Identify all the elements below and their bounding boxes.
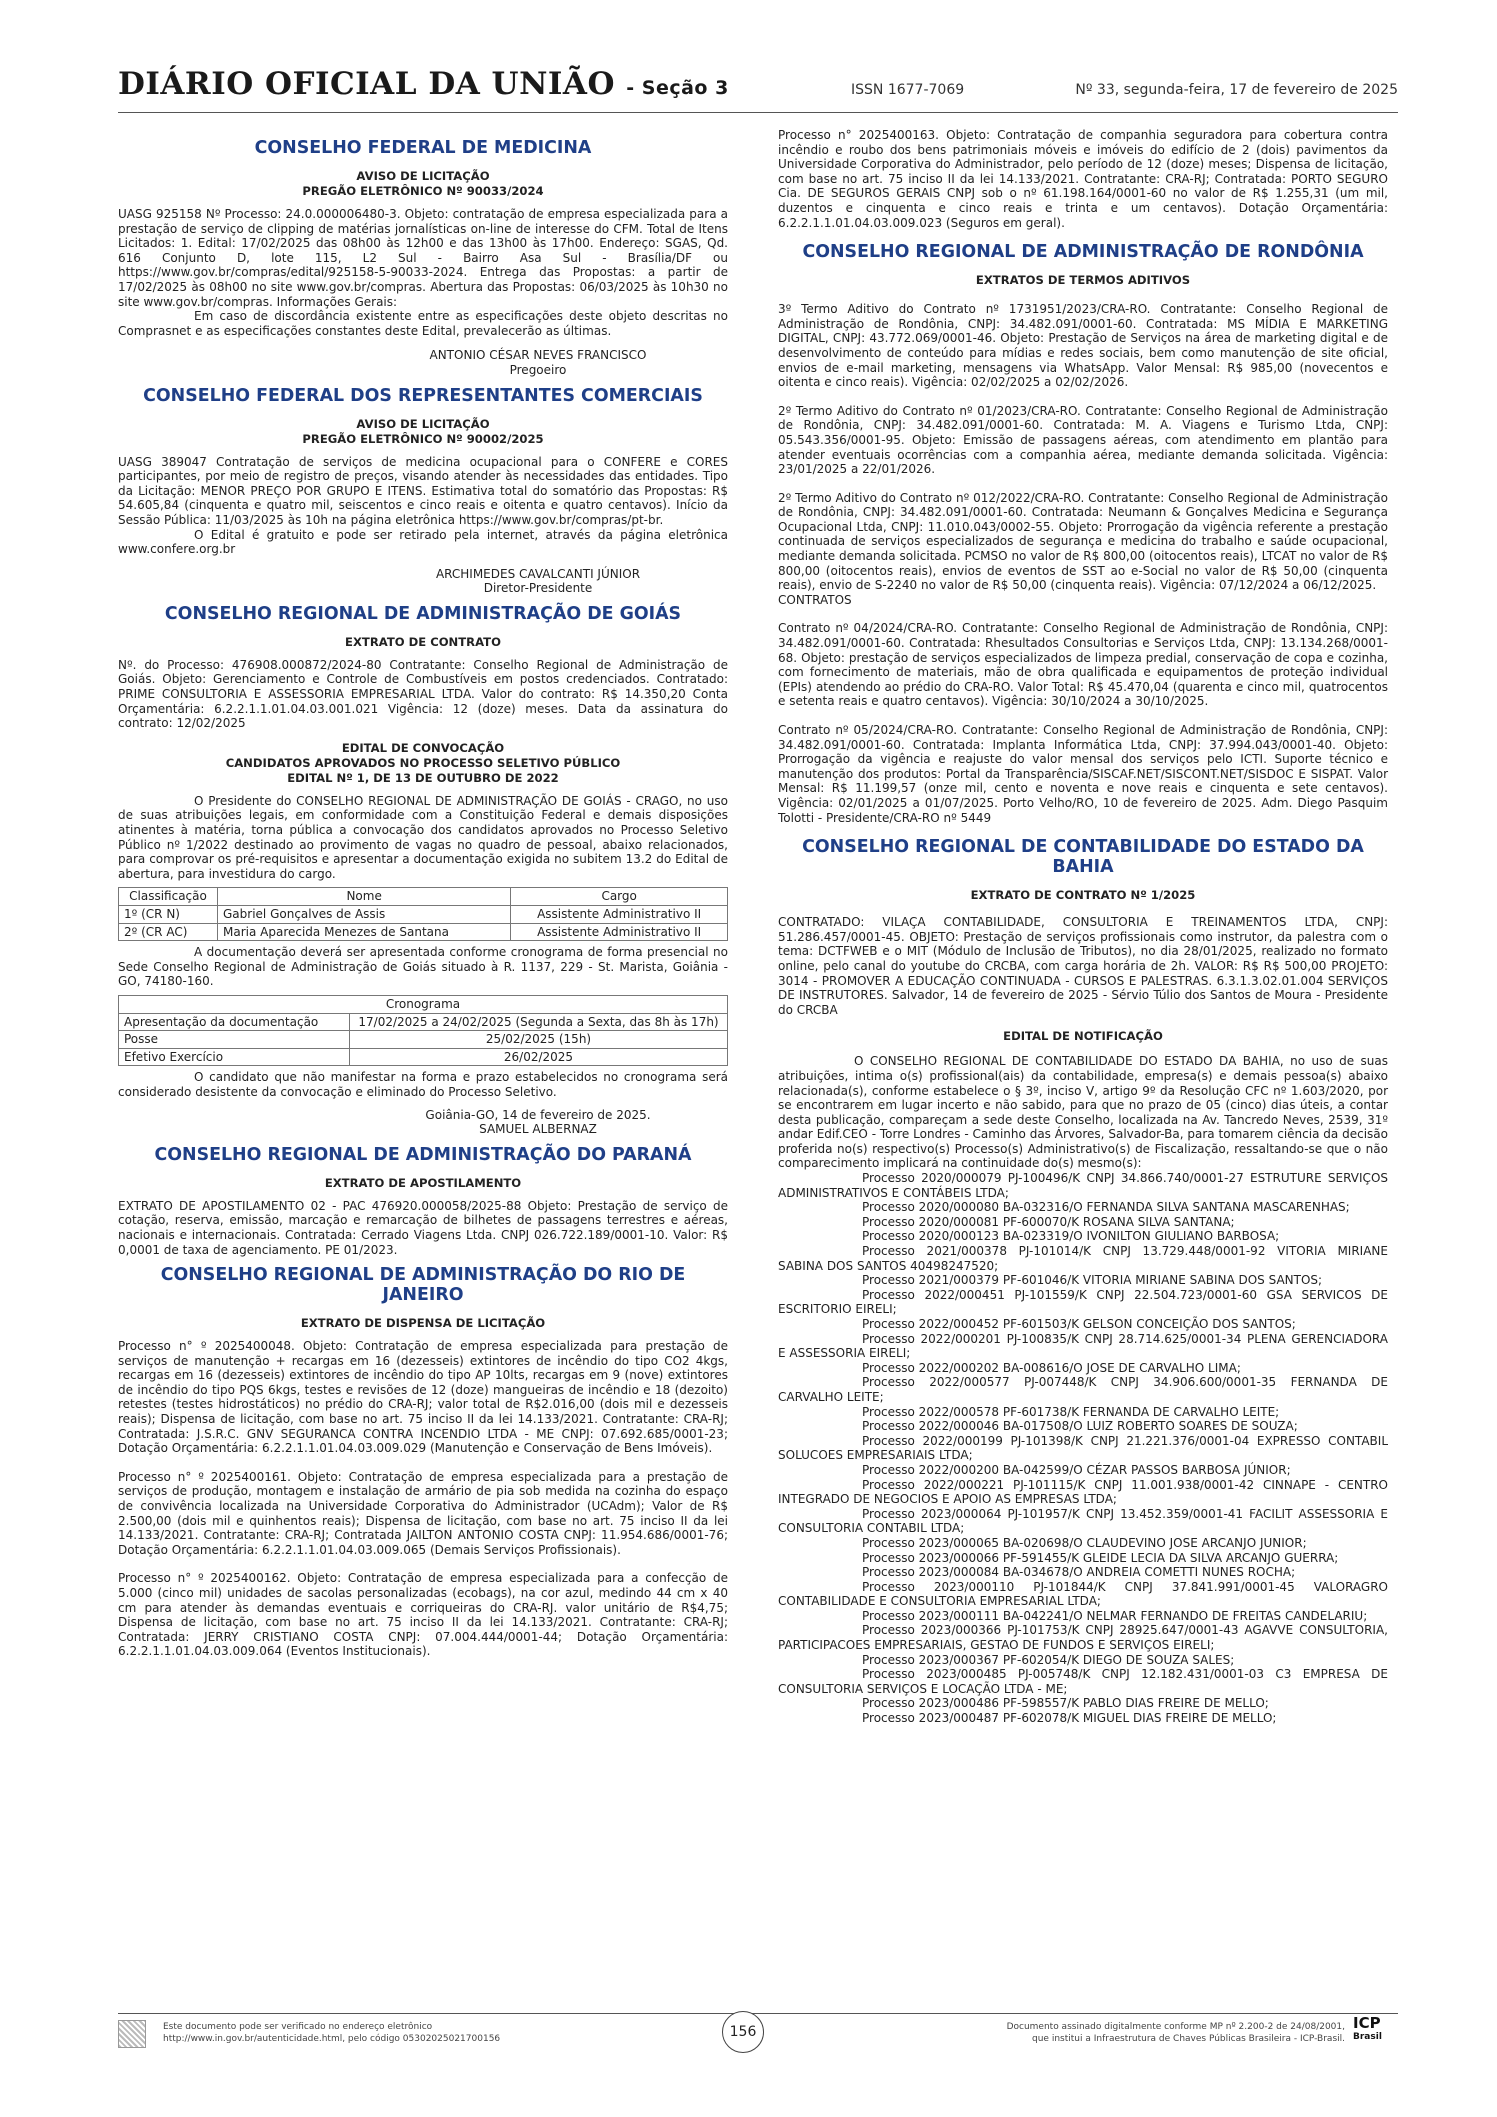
crapr-sub1: EXTRATO DE APOSTILAMENTO [324, 1175, 522, 1190]
list-item: Processo 2023/000485 PJ-005748/K CNPJ 12.182.431/0001-03 C3 EMPRESA DE CONSULTORIA SERVIÇOS E LOCAÇÃO LTDA - ME; [778, 1667, 1388, 1696]
table-header-row [119, 995, 728, 1013]
table-row [119, 1013, 728, 1031]
footer-signature-note [1007, 2021, 1345, 2045]
footer-divider [118, 2013, 1398, 2014]
list-item: Processo 2020/000080 BA-032316/O FERNANDA SILVA SANTANA MASCARENHAS; [862, 1200, 1350, 1215]
list-item: Processo 2022/000199 PJ-101398/K CNPJ 21.221.376/0001-04 EXPRESSO CONTABIL SOLUCOES EMPRESARIAIS LTDA; [778, 1433, 1388, 1463]
table-cell: 17/02/2025 a 24/02/2025 (Segunda a Sexta, das 8h às 17h) [350, 1013, 728, 1031]
crago-place-date: Goiânia-GO, 14 de fevereiro de 2025. [425, 1107, 651, 1122]
cfrc-sub2: PREGÃO ELETRÔNICO Nº 90002/2025 [302, 431, 544, 446]
header-divider [118, 112, 1398, 113]
list-item: Processo 2022/000452 PF-601503/K GELSON CONCEIÇÃO DOS SANTOS; [862, 1317, 1296, 1331]
crapr-heading: CONSELHO REGIONAL DE ADMINISTRAÇÃO DO PARANÁ [154, 1144, 692, 1165]
list-item: Processo 2023/000066 PF-591455/K GLEIDE LECIA DA SILVA ARCANJO GUERRA; [862, 1550, 1339, 1565]
page-number: 156 [722, 2011, 764, 2053]
cfrc-sub1: AVISO DE LICITAÇÃO [356, 416, 490, 431]
crago-sub2: EDITAL DE CONVOCAÇÃO [341, 740, 505, 755]
crago-signature: SAMUEL ALBERNAZ [479, 1122, 597, 1137]
cfm-sub2: PREGÃO ELETRÔNICO Nº 90033/2024 [302, 184, 544, 198]
crarj-heading: CONSELHO REGIONAL DE ADMINISTRAÇÃO DO RIO DE JANEIRO [160, 1265, 686, 1306]
process-list [778, 1171, 1388, 1726]
list-item: Processo 2023/000110 PJ-101844/K CNPJ 37.841.991/0001-45 VALORAGRO CONTABILIDADE E CONSULTORIA EMPRESARIAL LTDA; [778, 1579, 1388, 1609]
footer-right-line1: Documento assinado digitalmente conforme MP nº 2.200-2 de 24/08/2001, [1006, 2022, 1345, 2032]
list-item: Processo 2023/000367 PF-602054/K DIEGO DE SOUZA SALES; [862, 1652, 1235, 1667]
table-header: Classificação [119, 888, 218, 906]
table-header: Nome [218, 888, 511, 906]
table-cell: 1º (CR N) [119, 906, 218, 924]
table-row [119, 1031, 728, 1049]
logo-subtext: Brasil [1353, 2032, 1382, 2042]
crarj-text3: Processo n° º 2025400162. Objeto: Contratação de empresa especializada para a confecção de 5.000 (cinco mil) unidades de sacolas personalizadas (ecobags), na cor azul, medindo 44 cm x 40 cm para atender às demandas eventuais e corriqueiras do CRA-RJ. valor unitário de R$4,75; Dispensa de licitação, com base no art. 75 inciso II da lei 14.133/2021. Contratante: CRA-RJ; Contratada: JERRY CRISTIANO COSTA CNPJ: 07.004.444/0001-44; Dotação Orçamentária: 6.2.2.1.1.01.04.03.009.064 (Eventos Institucionais). [118, 1571, 728, 1659]
raro-text2: 2º Termo Aditivo do Contrato nº 01/2023/CRA-RO. Contratante: Conselho Regional de Administração de Rondônia, CNPJ: 34.482.091/0001-60. Contratada: M. A. Viagens e Turismo Ltda, CNPJ: 05.543.356/0001-95. Objeto: Emissão de passagens aéreas, com atendimento em plantão para atender eventuais ocorrências com a companhia aérea, mediante demanda solicitada. Vigência: 23/01/2025 a 22/01/2026. [778, 403, 1388, 477]
table-cell: Efetivo Exercício [119, 1048, 350, 1066]
crago-sub4: EDITAL Nº 1, DE 13 DE OUTUBRO DE 2022 [287, 770, 559, 785]
footer-left-line1: Este documento pode ser verificado no endereço eletrônico [163, 2022, 433, 2032]
crarj-text2: Processo n° º 2025400161. Objeto: Contratação de empresa especializada para a prestação de serviços de produção, montagem e instalação de armário de pia sob medida na cozinha do espaço de convivência localizada na Universidade Corporativa do Administrador (UCAdm); Valor de R$ 2.500,00 (dois mil e quinhentos reais); Dispensa de licitação, com base no art. 75 inciso II da lei 14.133/2021. Contratante: CRA-RJ; Contratada JAILTON ANTONIO COSTA CNPJ: 11.954.686/0001-76; Dotação Orçamentária: 6.2.2.1.1.01.04.03.009.065 (Demais Serviços Profissionais). [118, 1469, 728, 1557]
table-cell: 25/02/2025 (15h) [350, 1031, 728, 1049]
cfm-text: UASG 925158 Nº Processo: 24.0.000006480-3. Objeto: contratação de empresa especializada para a prestação de serviço de clipping de matérias jornalísticas on-line de interesse do CFM. Total de Itens Licitados: 1. Edital: 17/02/2025 das 08h00 às 12h00 e das 13h00 às 17h00. Endereço: SGAS, Qd. 616 Conjunto D, lote 115, L2 Sul - Bairro Asa Sul - Brasília/DF ou https://www.gov.br/compras/edital/925158-5-90033-2024. Entrega das Propostas: a partir de 17/02/2025 às 08h00 no site www.gov.br/compras. Abertura das Propostas: 06/03/2025 às 10h30 no site www.gov.br/compras. Informações Gerais: [118, 207, 728, 309]
journal-title [118, 66, 729, 102]
cfm-text2: Em caso de discordância existente entre as especificações deste objeto descritas no Comprasnet e as especificações constantes deste Edital, prevalecerão as últimas. [118, 309, 728, 338]
crago-text4: O candidato que não manifestar na forma e prazo estabelecidos no cronograma será considerado desistente da convocação e eliminado do Processo Seletivo. [118, 1070, 728, 1099]
raro-text1: 3º Termo Aditivo do Contrato nº 1731951/2023/CRA-RO. Contratante: Conselho Regional de Administração de Rondônia, CNPJ: 34.482.091/0001-60. Contratada: MS MÍDIA E MARKETING DIGITAL, CNPJ: 43.772.069/0001-46. Objeto: Prestação de Serviços na área de marketing digital e de desenvolvimento de conteúdo para mídias e redes sociais, bem como manutenção de site oficial, envios de e-mail marketing, mensagens via WhatsApp. Valor Mensal: R$ 985,00 (novecentos e oitenta e cinco reais). Vigência: 02/02/2025 a 02/02/2026. [778, 302, 1388, 390]
crago-text2: O Presidente do CONSELHO REGIONAL DE ADMINISTRAÇÃO DE GOIÁS - CRAGO, no uso de suas atribuições legais, em conformidade com a Constituição Federal e demais disposições atinentes à matéria, torna pública a convocação dos candidatos aprovados no Processo Seletivo Público nº 1/2022 destinado ao provimento de vagas no quadro de pessoal, abaixo relacionados, para comprovar os pré-requisitos e apresentar a documentação exigida no subitem 13.2 do Edital de abertura, para investidura do cargo. [118, 793, 728, 881]
crcba-text2: O CONSELHO REGIONAL DE CONTABILIDADE DO ESTADO DA BAHIA, no uso de suas atribuições, intima o(s) profissional(ais) da contabilidade, empresa(s) e demais pessoa(s) abaixo relacionada(s), conforme estabelece o § 3º, inciso V, artigo 9º da Resolução CFC nº 1.603/2020, por se encontrarem em lugar incerto e não sabido, para que no prazo de 05 (cinco) dias úteis, a contar desta publicação, compareçam a sede deste Conselho, localizada na Av. Tancredo Neves, 2539, 31º andar Edif.CEO - Torre Londres - Caminho das Árvores, Salvador-Ba, para tomarem ciência da decisão proferida no(s) respectivo(s) Processo(s) Administrativo(s) de Fiscalização, ressaltando-se que o não comparecimento implicará na continuidade do(s) mesmo(s): [778, 1054, 1388, 1171]
cfm-signature: ANTONIO CÉSAR NEVES FRANCISCO [429, 348, 647, 363]
list-item: Processo 2022/000046 BA-017508/O LUIZ ROBERTO SOARES DE SOUZA; [862, 1419, 1298, 1434]
crago-heading: CONSELHO REGIONAL DE ADMINISTRAÇÃO DE GOIÁS [164, 603, 682, 624]
list-item: Processo 2023/000111 BA-042241/O NELMAR FERNANDO DE FREITAS CANDELARIU; [862, 1608, 1368, 1623]
crago-sub1: EXTRATO DE CONTRATO [345, 634, 501, 649]
cfrc-signature-role: Diretor-Presidente [483, 581, 593, 596]
table-cell: Apresentação da documentação [119, 1013, 350, 1031]
cfrc-text2: O Edital é gratuito e pode ser retirado pela internet, através da página eletrônica www.confere.org.br [118, 527, 728, 557]
list-item: Processo 2021/000378 PJ-101014/K CNPJ 13.729.448/0001-92 VITORIA MIRIANE SABINA DOS SANTOS 40498247520; [778, 1244, 1388, 1273]
issue-date: Nº 33, segunda-feira, 17 de fevereiro de 2025 [1075, 82, 1398, 98]
candidates-table [118, 887, 728, 941]
raro-contracts-label: CONTRATOS [778, 592, 852, 607]
list-item: Processo 2022/000200 BA-042599/O CÉZAR PASSOS BARBOSA JÚNIOR; [862, 1462, 1291, 1477]
issn: ISSN 1677-7069 [851, 82, 965, 98]
crapr-text: EXTRATO DE APOSTILAMENTO 02 - PAC 476920.000058/2025-88 Objeto: Prestação de serviço de cotação, reserva, emissão, marcação e remarcação de bilhetes de passagens terrestres e aéreas, nacionais e internacionais. Contratada: Cerrado Viagens Ltda. CNPJ 026.722.189/0001-10. Valor: R$ 0,0001 de taxa de agenciamento. PE 01/2023. [118, 1198, 728, 1257]
table-cell: Assistente Administrativo II [511, 906, 728, 924]
crcba-sub1: EXTRATO DE CONTRATO Nº 1/2025 [970, 888, 1196, 903]
raro-text4: Contrato nº 04/2024/CRA-RO. Contratante: Conselho Regional de Administração de Rondônia, CNPJ: 34.482.091/0001-60. Contratada: Rhesultados Consultorias e Serviços Ltda, CNPJ: 13.134.268/0001-68. Objeto: prestação de serviços especializados de limpeza predial, conservação de copa e cozinha, com fornecimento de materiais, mão de obra qualificada e equipamentos de proteção individual (EPIs) atendendo ao prédio do CRA-RO. Valor Total: R$ 45.470,04 (quarenta e cinco mil, quatrocentos e setenta reais e quatro centavos). Vigência: 30/10/2024 a 30/10/2025. [778, 621, 1388, 709]
table-header: Cronograma [119, 995, 728, 1013]
footer-right-line2: que institui a Infraestrutura de Chaves Públicas Brasileira - ICP-Brasil. [1032, 2034, 1345, 2044]
list-item: Processo 2022/000577 PJ-007448/K CNPJ 34.906.600/0001-35 FERNANDA DE CARVALHO LEITE; [778, 1375, 1388, 1404]
cfm-signature-role: Pregoeiro [509, 362, 567, 377]
crcba-sub2: EDITAL DE NOTIFICAÇÃO [1003, 1029, 1163, 1044]
crago-text3: A documentação deverá ser apresentada conforme cronograma de forma presencial no Sede Conselho Regional de Administração de Goiás situado à R. 1137, 229 - St. Marista, Goiânia - GO, 74180-160. [118, 945, 728, 989]
qr-code-icon [118, 2020, 146, 2048]
cfrc-signature: ARCHIMEDES CAVALCANTI JÚNIOR [435, 566, 641, 581]
crarj-text1: Processo n° º 2025400048. Objeto: Contratação de empresa especializada para prestação de serviços de manutenção + recargas em 16 (dezesseis) extintores de incêndio do tipo CO2 4kgs, recargas em 16 (dezesseis) extintores de incêndio do tipo AP 10lts, recargas em 9 (nove) extintores de incêndio do tipo PQS 6kgs, testes e revisões de 12 (doze) mangueiras de incêndio e 18 (dezoito) retestes (testes hidrostáticos) no prédio do CRA-RJ; valor total de R$2.016,00 (dois mil e dezesseis reais); Dispensa de licitação, com base no art. 75 inciso II da lei 14.133/2021. Contratante: CRA-RJ; Contratada: J.S.R.C. GNV SEGURANCA CONTRA INCENDIO LTDA - ME CNPJ: 07.692.685/0001-23; Dotação Orçamentária: 6.2.2.1.1.01.04.03.009.029 (Manutenção e Conservação de Bens Imóveis). [118, 1339, 728, 1456]
list-item: Processo 2023/000065 BA-020698/O CLAUDEVINO JOSE ARCANJO JUNIOR; [862, 1535, 1307, 1550]
footer-left-line2: http://www.in.gov.br/autenticidade.html, pelo código 05302025021700156 [163, 2034, 501, 2044]
raro-sub1: EXTRATOS DE TERMOS ADITIVOS [975, 273, 1191, 288]
cfrc-text: UASG 389047 Contratação de serviços de medicina ocupacional para o CONFERE e CORES participantes, por meio de registro de preços, visando atender às necessidades das entidades. Tipo da Licitação: MENOR PREÇO POR GRUPO E ITENS. Estimativa total do somatório das Propostas: R$ 54.605,84 (cinquenta e quatro mil, seiscentos e cinco reais e oitenta e quatro centavos). Início da Sessão Pública: 11/03/2025 às 10h na página eletrônica https://www.gov.br/compras/pt-br. [118, 454, 728, 527]
left-column [118, 128, 728, 1659]
table-cell: Gabriel Gonçalves de Assis [218, 906, 511, 924]
list-item: Processo 2022/000201 PJ-100835/K CNPJ 28.714.625/0001-34 PLENA GERENCIADORA E ASSESSORIA EIRELI; [778, 1331, 1388, 1361]
footer-verification [163, 2021, 500, 2045]
table-cell: Assistente Administrativo II [511, 923, 728, 941]
list-item: Processo 2023/000084 BA-034678/O ANDREIA COMETTI NUNES ROCHA; [862, 1565, 1296, 1580]
list-item: Processo 2023/000064 PJ-101957/K CNPJ 13.452.359/0001-41 FACILIT ASSESSORIA E CONSULTORIA CONTABIL LTDA; [778, 1506, 1388, 1536]
list-item: Processo 2021/000379 PF-601046/K VITORIA MIRIANE SABINA DOS SANTOS; [862, 1273, 1323, 1288]
table-header: Cargo [511, 888, 728, 906]
crcba-text1: CONTRATADO: VILAÇA CONTABILIDADE, CONSULTORIA E TREINAMENTOS LTDA, CNPJ: 51.286.457/0001-45. OBJETO: Prestação de serviços profissionais como instrutor, da palestra com o tema: DCTFWEB e o MIT (Módulo de Inclusão de Tributos), no dia 28/01/2025, realizado no formato online, pelo canal do youtube do CRCBA, com carga horária de 2h. VALOR: R$ R$ 500,00 PROJETO: 3014 - PROMOVER A EDUCAÇÃO CONTINUADA - CURSOS E PALESTRAS. 6.3.1.3.02.01.004 SERVIÇOS DE INSTRUTORES. Salvador, 14 de fevereiro de 2025 - Sérvio Túlio dos Santos de Moura - Presidente do CRCBA [778, 915, 1388, 1017]
journal-name: DIÁRIO OFICIAL DA UNIÃO [118, 66, 615, 102]
list-item: Processo 2020/000123 BA-023319/O IVONILTON GIULIANO BARBOSA; [862, 1229, 1280, 1244]
crago-sub3: CANDIDATOS APROVADOS NO PROCESSO SELETIVO PÚBLICO [225, 755, 621, 770]
crago-text: Nº. do Processo: 476908.000872/2024-80 Contratante: Conselho Regional de Administração de Goiás. Objeto: Gerenciamento e Controle de Combustíveis em postos credenciados. Contratado: PRIME CONSULTORIA E ASSESSORIA EMPRESARIAL LTDA. Valor do contrato: R$ 14.350,20 Conta Orçamentária: 6.2.2.1.1.01.04.03.001.021 Vigência: 12 (doze) meses. Data da assinatura do contrato: 12/02/2025 [118, 657, 728, 731]
raro-text3: 2º Termo Aditivo do Contrato nº 012/2022/CRA-RO. Contratante: Conselho Regional de Administração de Rondônia, CNPJ: 34.482.091/0001-60. Contratada: Neumann & Gonçalves Medicina e Segurança Ocupacional Ltda, CNPJ: 11.010.043/0002-55. Objeto: Prorrogação da vigência referente a prestação continuada de serviços especializados de segurança e medicina do trabalho e saúde ocupacional, mediante demanda solicitada. PCMSO no valor de R$ 800,00 (oitocentos reais), LTCAT no valor de R$ 800,00 (oitocentos reais), envios de eventos de SST ao e-Social no valor de R$ 50,00 (cinquenta reais), envio de S-2240 no valor de R$ 50,00 (cinquenta reais). Vigência: 07/12/2024 a 06/12/2025. [778, 490, 1388, 593]
list-item: Processo 2020/000079 PJ-100496/K CNPJ 34.866.740/0001-27 ESTRUTURE SERVIÇOS ADMINISTRATIVOS E CONTÁBEIS LTDA; [778, 1171, 1388, 1200]
crcba-heading: CONSELHO REGIONAL DE CONTABILIDADE DO ESTADO DA BAHIA [802, 837, 1364, 878]
icp-brasil-logo [1353, 2016, 1382, 2044]
list-item: Processo 2022/000578 PF-601738/K FERNANDA DE CARVALHO LEITE; [862, 1404, 1280, 1419]
raro-text5: Contrato nº 05/2024/CRA-RO. Contratante: Conselho Regional de Administração de Rondônia, CNPJ: 34.482.091/0001-60. Contratada: Implanta Informática Ltda, CNPJ: 37.994.043/0001-40. Objeto: Prorrogação da vigência e reajuste do valor mensal dos serviços pelo ICTI. Suporte técnico e manutenção dos produtos: Portal da Transparência/SISCAF.NET/SISCONT.NET/SISDOC E SISPAT. Valor Mensal: R$ 11.199,57 (onze mil, cento e noventa e nove reais e cinquenta e sete centavos). Vigência: 02/01/2025 a 01/07/2025. Porto Velho/RO, 10 de fevereiro de 2025. Adm. Diego Pasquim Tolotti - Presidente/CRA-RO nº 5449 [778, 723, 1388, 825]
section-label: - Seção 3 [626, 77, 729, 99]
masthead [118, 66, 1398, 116]
list-item: Processo 2022/000202 BA-008616/O JOSE DE CARVALHO LIMA; [862, 1360, 1241, 1375]
raro-heading: CONSELHO REGIONAL DE ADMINISTRAÇÃO DE RONDÔNIA [802, 242, 1364, 263]
list-item: Processo 2023/000487 PF-602078/K MIGUEL DIAS FREIRE DE MELLO; [862, 1711, 1277, 1726]
logo-text: ICP [1353, 2014, 1381, 2032]
table-header-row [119, 888, 728, 906]
crarj-text4: Processo n° 2025400163. Objeto: Contratação de companhia seguradora para cobertura contra incêndio e roubo dos bens patrimoniais móveis e imóveis do edifício de 2 (dois) pavimentos da Universidade Corporativa do Administrador, pelo período de 12 (doze) meses; Dispensa de licitação, com base no art. 75 inciso II da lei 14.133/2021. Contratante: CRA-RJ; Contratada: PORTO SEGURO Cia. DE SEGUROS GERAIS CNPJ sob o nº 61.198.164/0001-60 no valor de R$ 1.255,31 (um mil, duzentos e cinquenta e cinco reais e trinta e um centavos). Dotação Orçamentária: 6.2.2.1.1.01.04.03.009.023 (Seguros em geral). [778, 128, 1388, 230]
table-cell: 2º (CR AC) [119, 923, 218, 941]
table-cell: Maria Aparecida Menezes de Santana [218, 923, 511, 941]
table-cell: 26/02/2025 [350, 1048, 728, 1066]
cfrc-heading: CONSELHO FEDERAL DOS REPRESENTANTES COMERCIAIS [143, 385, 703, 406]
table-row [119, 923, 728, 941]
list-item: Processo 2023/000366 PJ-101753/K CNPJ 28925.647/0001-43 AGAVVE CONSULTORIA, PARTICIPACOES EMPRESARIAIS, GESTAO DE FUNDOS E SERVIÇOS EIRELI; [778, 1623, 1388, 1653]
list-item: Processo 2020/000081 PF-600070/K ROSANA SILVA SANTANA; [862, 1214, 1235, 1229]
right-column [778, 128, 1388, 1726]
list-item: Processo 2023/000486 PF-598557/K PABLO DIAS FREIRE DE MELLO; [862, 1696, 1269, 1711]
table-row [119, 1048, 728, 1066]
cfm-sub1: AVISO DE LICITAÇÃO [356, 169, 490, 183]
table-row [119, 906, 728, 924]
list-item: Processo 2022/000451 PJ-101559/K CNPJ 22.504.723/0001-60 GSA SERVICOS DE ESCRITORIO EIRELI; [778, 1287, 1388, 1317]
schedule-table [118, 995, 728, 1066]
list-item: Processo 2022/000221 PJ-101115/K CNPJ 11.001.938/0001-42 CINNAPE - CENTRO INTEGRADO DE NEGOCIOS E APOIO AS EMPRESAS LTDA; [778, 1477, 1388, 1507]
crarj-sub1: EXTRATO DE DISPENSA DE LICITAÇÃO [300, 1316, 546, 1331]
table-cell: Posse [119, 1031, 350, 1049]
cfm-heading: CONSELHO FEDERAL DE MEDICINA [254, 138, 592, 158]
